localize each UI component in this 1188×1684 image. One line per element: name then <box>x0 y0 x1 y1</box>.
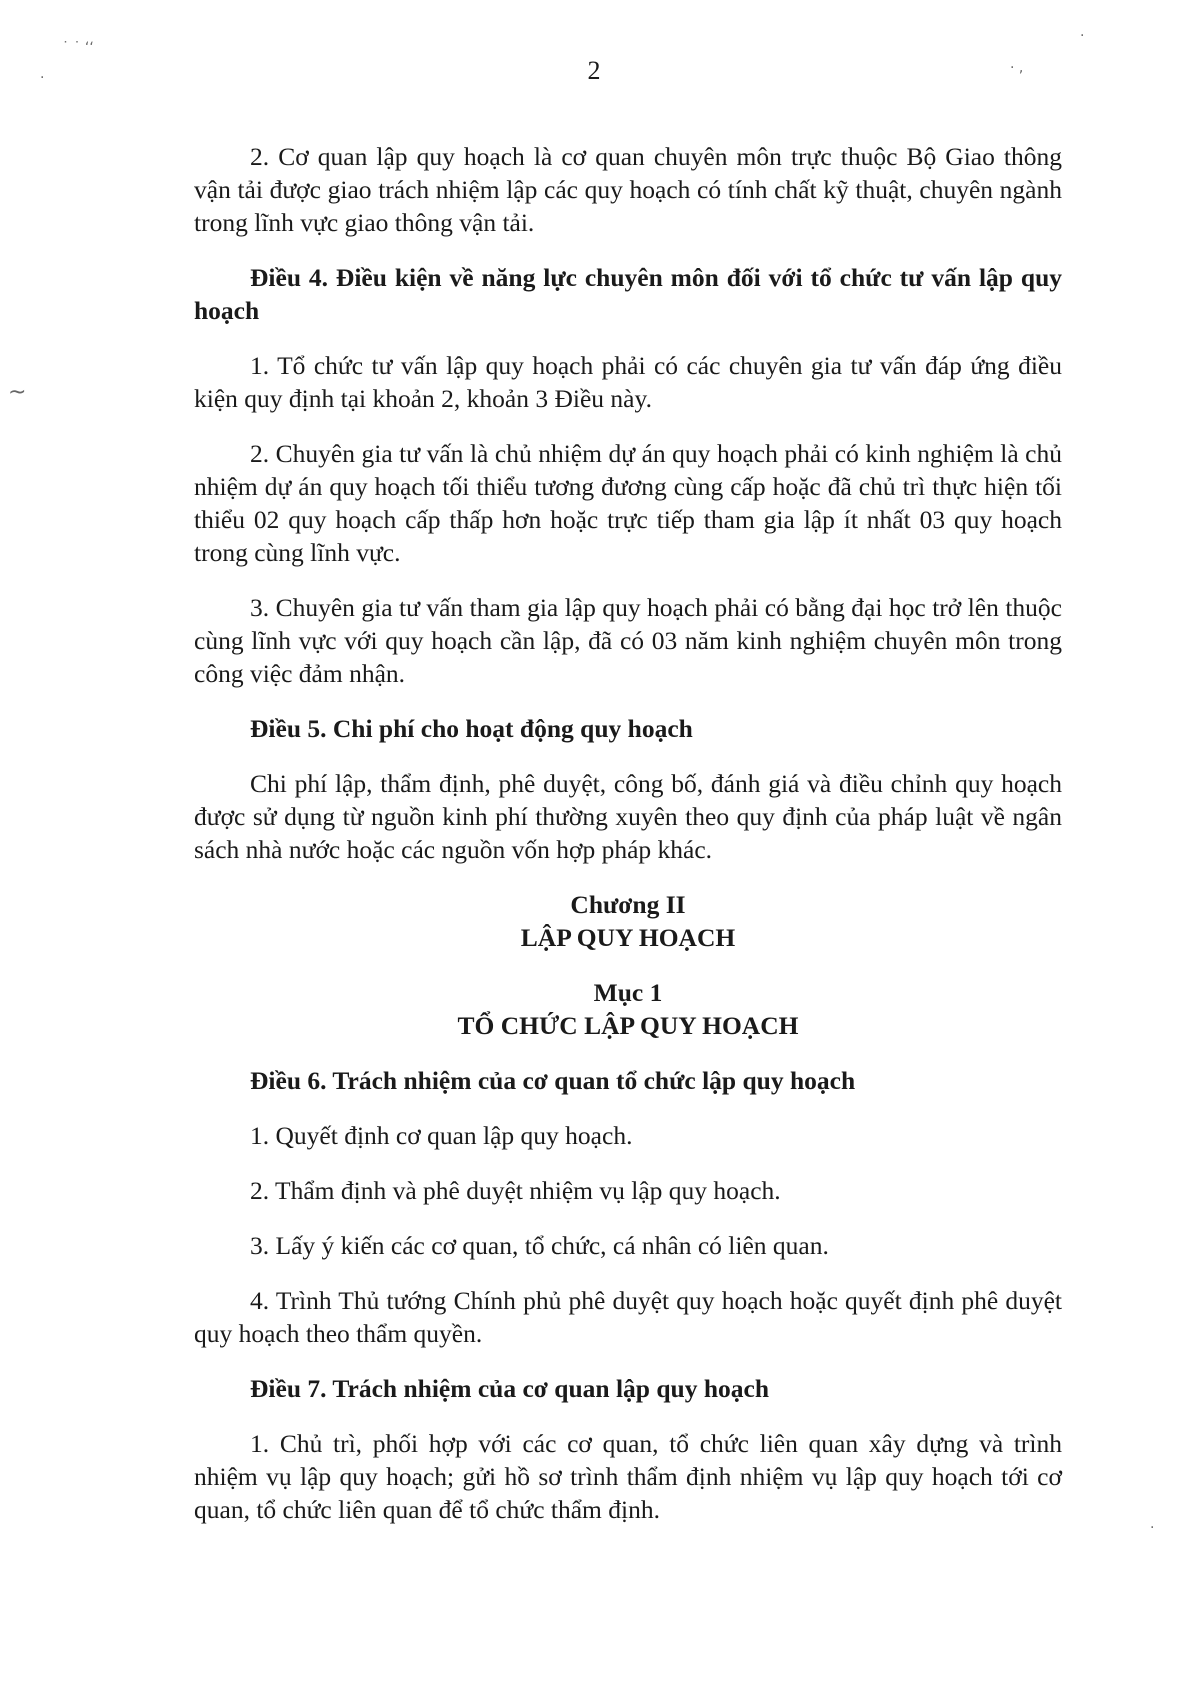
scan-speck: · <box>1150 1520 1155 1536</box>
paragraph: 1. Tổ chức tư vấn lập quy hoạch phải có các chuyên gia tư vấn đáp ứng điều kiện quy định tại khoản 2, khoản 3 Điều này. <box>194 351 1062 413</box>
scan-speck: ~ <box>8 380 27 405</box>
paragraph: 3. Chuyên gia tư vấn tham gia lập quy hoạch phải có bằng đại học trở lên thuộc cùng lĩnh vực với quy hoạch cần lập, đã có 03 năm kinh nghiệm chuyên môn trong công việc đảm nhận. <box>194 593 1062 688</box>
article-4-heading: Điều 4. Điều kiện về năng lực chuyên môn đối với tổ chức tư vấn lập quy hoạch <box>194 263 1062 325</box>
scan-speck: · <box>40 70 45 86</box>
section-title: TỔ CHỨC LẬP QUY HOẠCH <box>457 1011 799 1040</box>
section-heading <box>194 976 1062 1042</box>
chapter-title: LẬP QUY HOẠCH <box>520 923 736 952</box>
scan-speck: · <box>1080 28 1085 44</box>
paragraph: 4. Trình Thủ tướng Chính phủ phê duyệt quy hoạch hoặc quyết định phê duyệt quy hoạch theo thẩm quyền. <box>194 1286 1062 1348</box>
section-number: Mục 1 <box>593 978 663 1007</box>
article-6-heading: Điều 6. Trách nhiệm của cơ quan tổ chức lập quy hoạch <box>250 1066 856 1095</box>
paragraph: 1. Chủ trì, phối hợp với các cơ quan, tổ chức liên quan xây dựng và trình nhiệm vụ lập quy hoạch; gửi hồ sơ trình thẩm định nhiệm vụ lập quy hoạch tới cơ quan, tổ chức liên quan để tổ chức thẩm định. <box>194 1429 1062 1524</box>
article-5-heading: Điều 5. Chi phí cho hoạt động quy hoạch <box>250 714 693 743</box>
chapter-number: Chương II <box>570 890 686 919</box>
paragraph: 2. Chuyên gia tư vấn là chủ nhiệm dự án quy hoạch phải có kinh nghiệm là chủ nhiệm dự án quy hoạch tối thiểu tương đương cùng cấp hoặc đã chủ trì thực hiện tối thiểu 02 quy hoạch cấp thấp hơn hoặc trực tiếp tham gia lập ít nhất 03 quy hoạch trong cùng lĩnh vực. <box>194 439 1062 567</box>
paragraph: 2. Cơ quan lập quy hoạch là cơ quan chuyên môn trực thuộc Bộ Giao thông vận tải được giao trách nhiệm lập các quy hoạch có tính chất kỹ thuật, chuyên ngành trong lĩnh vực giao thông vận tải. <box>194 142 1062 237</box>
paragraph: 3. Lấy ý kiến các cơ quan, tổ chức, cá nhân có liên quan. <box>250 1231 829 1260</box>
scan-speck: · , <box>1010 60 1024 76</box>
paragraph: Chi phí lập, thẩm định, phê duyệt, công bố, đánh giá và điều chỉnh quy hoạch được sử dụng từ nguồn kinh phí thường xuyên theo quy định của pháp luật về ngân sách nhà nước hoặc các nguồn vốn hợp pháp khác. <box>194 769 1062 864</box>
paragraph: 1. Quyết định cơ quan lập quy hoạch. <box>250 1121 633 1150</box>
article-7-heading: Điều 7. Trách nhiệm của cơ quan lập quy hoạch <box>250 1374 770 1403</box>
document-body <box>194 140 1062 1548</box>
chapter-heading <box>194 888 1062 954</box>
page-number: 2 <box>587 56 601 85</box>
scan-speck: ˙ ˙ ‘‘ <box>62 40 94 56</box>
paragraph: 2. Thẩm định và phê duyệt nhiệm vụ lập quy hoạch. <box>250 1176 781 1205</box>
